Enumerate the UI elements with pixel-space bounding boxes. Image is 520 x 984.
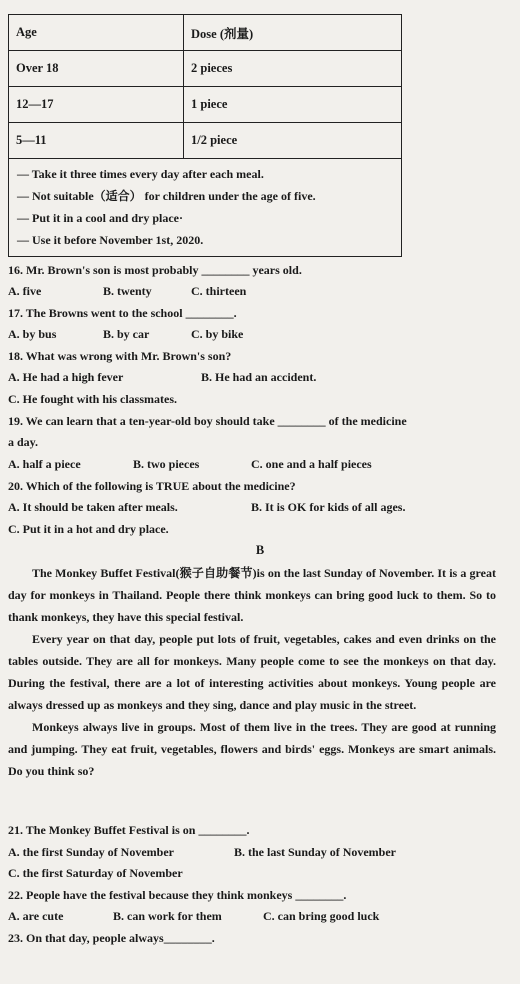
note-line: — Put it in a cool and dry place· [17, 211, 184, 225]
table-row [9, 123, 402, 159]
option: A. half a piece [8, 457, 81, 471]
option: A. are cute [8, 909, 64, 923]
dose-table [8, 14, 402, 257]
paragraph: Monkeys always live in groups. Most of them live in the trees. They are good at running and jumping. They eat fruit, vegetables, flowers and birds' eggs. Monkeys are smart animals. Do you think so? [8, 720, 496, 778]
option: C. He fought with his classmates. [8, 392, 178, 406]
age-cell: 5—11 [9, 123, 184, 159]
option: C. one and a half pieces [251, 457, 372, 471]
table-row [9, 51, 402, 87]
question-20: 20. Which of the following is TRUE about the medicine? [8, 479, 296, 493]
table-header-row [9, 15, 402, 51]
note-line: — Not suitable（适合） for children under the age of five. [17, 189, 316, 203]
question-17: 17. The Browns went to the school ________. [8, 306, 237, 320]
notes-row [9, 159, 402, 257]
question-19-cont: a day. [8, 435, 39, 449]
notes-cell [9, 159, 402, 257]
option: C. thirteen [191, 284, 247, 298]
option: C. by bike [191, 327, 244, 341]
option: C. Put it in a hot and dry place. [8, 522, 169, 536]
option: A. five [8, 284, 42, 298]
age-cell: Over 18 [9, 51, 184, 87]
header-dose: Dose (剂量) [184, 15, 402, 51]
header-age: Age [9, 15, 184, 51]
question-23: 23. On that day, people always________. [8, 931, 215, 945]
dose-cell: 2 pieces [184, 51, 402, 87]
question-22: 22. People have the festival because they think monkeys ________. [8, 888, 347, 902]
option: B. can work for them [113, 909, 222, 923]
option: A. the first Sunday of November [8, 845, 174, 859]
paragraph: Every year on that day, people put lots of fruit, vegetables, cakes and even drinks on the tables outside. They are all for monkeys. Many people come to see the monkeys on that day. During the festival, there are a lot of interesting activities about monkeys. Young people are always dressed up as monkeys and they sing, dance and play music in the street. [8, 632, 496, 712]
question-18: 18. What was wrong with Mr. Brown's son? [8, 349, 232, 363]
passage [8, 562, 496, 782]
option: B. by car [103, 327, 150, 341]
option: B. two pieces [133, 457, 200, 471]
question-21: 21. The Monkey Buffet Festival is on ________. [8, 823, 250, 837]
option: B. It is OK for kids of all ages. [251, 500, 406, 514]
option: B. He had an accident. [201, 370, 317, 384]
option: C. can bring good luck [263, 909, 380, 923]
question-19: 19. We can learn that a ten-year-old boy should take ________ of the medicine [8, 414, 407, 428]
option: B. twenty [103, 284, 152, 298]
option: A. He had a high fever [8, 370, 124, 384]
age-cell: 12—17 [9, 87, 184, 123]
note-line: — Use it before November 1st, 2020. [17, 233, 204, 247]
section-b-label: B [255, 543, 265, 557]
paragraph: The Monkey Buffet Festival(猴子自助餐节)is on the last Sunday of November. It is a great day for monkeys in Thailand. People there think monkeys can bring good luck to them. So to thank monkeys, they have this special festival. [8, 566, 496, 624]
dose-cell: 1/2 piece [184, 123, 402, 159]
table-row [9, 87, 402, 123]
option: B. the last Sunday of November [234, 845, 397, 859]
option: A. by bus [8, 327, 57, 341]
option: C. the first Saturday of November [8, 866, 183, 880]
note-line: — Take it three times every day after each meal. [17, 167, 264, 181]
option: A. It should be taken after meals. [8, 500, 178, 514]
dose-cell: 1 piece [184, 87, 402, 123]
question-16: 16. Mr. Brown's son is most probably ________ years old. [8, 263, 302, 277]
